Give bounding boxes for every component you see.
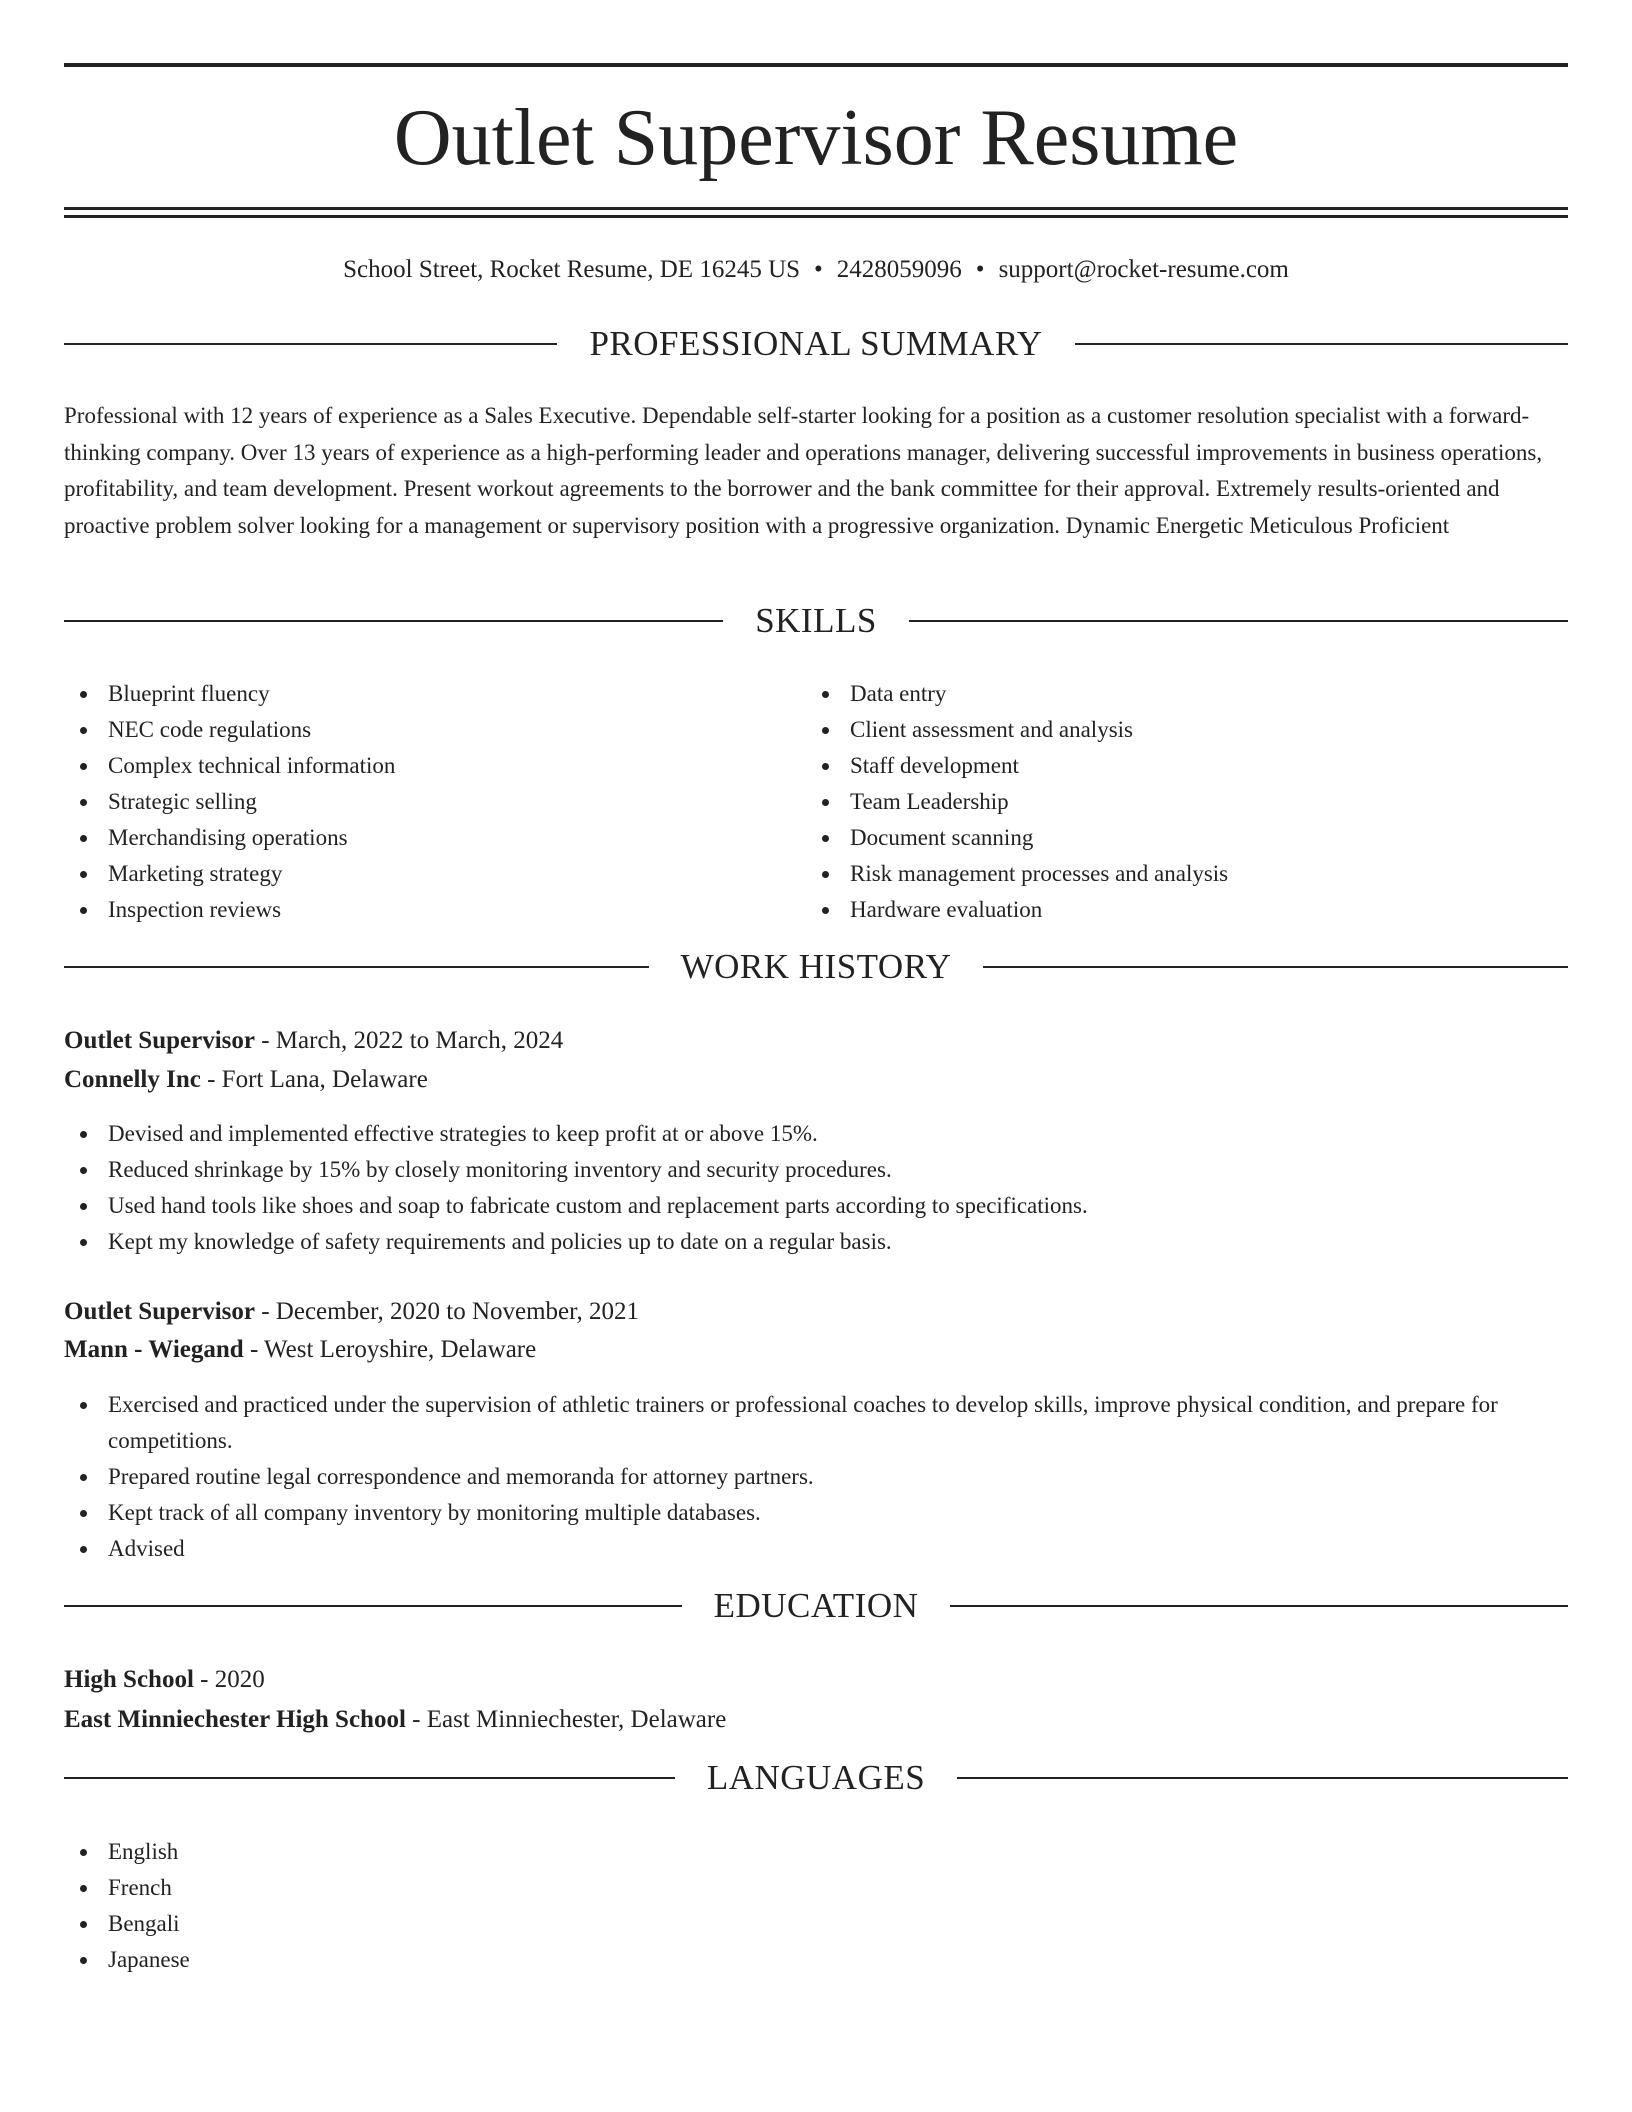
- education-degree: High School: [64, 1666, 194, 1693]
- job-bullet: Prepared routine legal correspondence and memoranda for attorney partners.: [64, 1459, 1568, 1495]
- skill-item: Document scanning: [806, 820, 1568, 856]
- job-bullets: [64, 1116, 1568, 1260]
- section-header-work-history: [64, 945, 1568, 989]
- skill-item: Strategic selling: [64, 784, 764, 820]
- job-company-line: [64, 1332, 536, 1368]
- skills-list-left: [64, 676, 764, 928]
- job-bullets: [64, 1387, 1568, 1567]
- section-title: PROFESSIONAL SUMMARY: [589, 324, 1043, 363]
- summary-text: Professional with 12 years of experience as a Sales Executive. Dependable self-starter looking for a position as a customer resolution specialist with a forward-thinking company. Over 13 years of experience as a high-performing leader and operations manager, delivering successful improvements in business operations, profitability, and team development. Present workout agreements to the borrower and the bank committee for their approval. Extremely results-oriented and proactive problem solver looking for a management or supervisory position with a progressive organization. Dynamic Energetic Meticulous Proficient: [64, 403, 1543, 538]
- job-dates: - March, 2022 to March, 2024: [254, 1027, 564, 1054]
- skill-item: Risk management processes and analysis: [806, 856, 1568, 892]
- header-top-rule: [64, 63, 1568, 67]
- skill-item: Staff development: [806, 748, 1568, 784]
- section-rule: [950, 1605, 1568, 1607]
- job-dates: - December, 2020 to November, 2021: [254, 1298, 639, 1325]
- education-year: - 2020: [193, 1666, 265, 1693]
- contact-address: School Street, Rocket Resume, DE 16245 US: [343, 256, 801, 283]
- skill-item: NEC code regulations: [64, 712, 764, 748]
- skill-item: Client assessment and analysis: [806, 712, 1568, 748]
- section-rule: [957, 1777, 1568, 1779]
- skill-item: Inspection reviews: [64, 892, 764, 928]
- skills-list-right: [806, 676, 1568, 928]
- section-title: EDUCATION: [713, 1586, 919, 1625]
- job-title-line: [64, 1023, 563, 1059]
- job-bullet: Advised: [64, 1531, 1568, 1567]
- job-bullet: Exercised and practiced under the supervision of athletic trainers or professional coaches to develop skills, improve physical condition, and prepare for competitions.: [64, 1387, 1568, 1459]
- section-rule: [983, 966, 1568, 968]
- job-bullet: Kept my knowledge of safety requirements and policies up to date on a regular basis.: [64, 1224, 1568, 1260]
- education-school: East Minniechester High School: [64, 1706, 406, 1733]
- skill-item: Merchandising operations: [64, 820, 764, 856]
- language-item: English: [64, 1834, 764, 1870]
- section-rule: [909, 620, 1568, 622]
- header-double-rule-lower: [64, 215, 1568, 218]
- job-location: - West Leroyshire, Delaware: [243, 1336, 537, 1363]
- job-location: - Fort Lana, Delaware: [200, 1066, 428, 1093]
- job-bullet: Used hand tools like shoes and soap to fabricate custom and replacement parts according to specifications.: [64, 1188, 1568, 1224]
- job-company: Connelly Inc: [64, 1066, 201, 1093]
- language-item: Japanese: [64, 1942, 764, 1978]
- job-title: Outlet Supervisor: [64, 1298, 255, 1325]
- education-degree-line: [64, 1662, 265, 1698]
- skill-item: Team Leadership: [806, 784, 1568, 820]
- skill-item: Marketing strategy: [64, 856, 764, 892]
- skill-item: Complex technical information: [64, 748, 764, 784]
- section-title: SKILLS: [755, 601, 877, 640]
- job-title: Outlet Supervisor: [64, 1027, 255, 1054]
- job-company: Mann - Wiegand: [64, 1336, 244, 1363]
- job-bullet: Kept track of all company inventory by monitoring multiple databases.: [64, 1495, 1568, 1531]
- resume-title: Outlet Supervisor Resume: [393, 94, 1239, 182]
- skill-item: Hardware evaluation: [806, 892, 1568, 928]
- education-school-line: [64, 1702, 726, 1738]
- section-title: LANGUAGES: [706, 1758, 926, 1797]
- section-title: WORK HISTORY: [680, 947, 952, 986]
- skill-item: Blueprint fluency: [64, 676, 764, 712]
- section-rule: [64, 1605, 682, 1607]
- section-rule: [1075, 343, 1568, 345]
- language-item: Bengali: [64, 1906, 764, 1942]
- section-rule: [64, 1777, 675, 1779]
- section-rule: [64, 620, 723, 622]
- contact-email: support@rocket-resume.com: [998, 256, 1289, 283]
- language-item: French: [64, 1870, 764, 1906]
- section-rule: [64, 343, 557, 345]
- contact-separator: •: [975, 256, 985, 283]
- job-bullet: Reduced shrinkage by 15% by closely monitoring inventory and security procedures.: [64, 1152, 1568, 1188]
- job-company-line: [64, 1062, 428, 1098]
- contact-line: [64, 252, 1568, 288]
- section-header-summary: [64, 322, 1568, 366]
- section-rule: [64, 966, 649, 968]
- section-header-languages: [64, 1756, 1568, 1800]
- skill-item: Data entry: [806, 676, 1568, 712]
- section-header-education: [64, 1584, 1568, 1628]
- education-location: - East Minniechester, Delaware: [405, 1706, 727, 1733]
- section-header-skills: [64, 599, 1568, 643]
- job-bullet: Devised and implemented effective strategies to keep profit at or above 15%.: [64, 1116, 1568, 1152]
- job-title-line: [64, 1294, 639, 1330]
- contact-separator: •: [814, 256, 823, 283]
- header-double-rule-upper: [64, 207, 1568, 210]
- languages-list: [64, 1834, 764, 1978]
- contact-phone: 2428059096: [836, 256, 962, 283]
